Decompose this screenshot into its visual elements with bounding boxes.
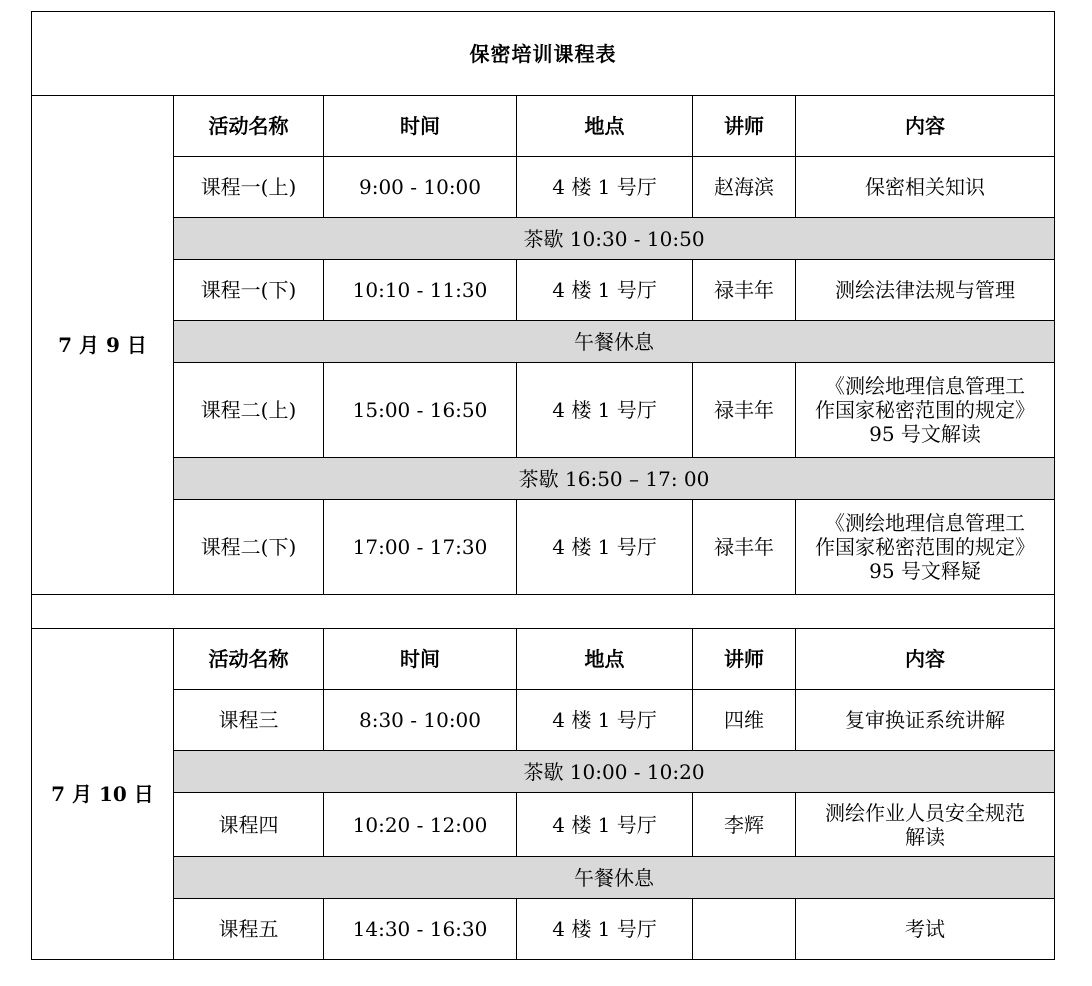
lecturer-cell: [693, 899, 796, 960]
header-activity: 活动名称: [174, 629, 324, 690]
activity-cell: 课程一(上): [174, 157, 324, 218]
spacer-cell: [32, 595, 1055, 629]
header-row: [32, 629, 1055, 690]
time-cell: 8:30 - 10:00: [324, 690, 517, 751]
header-content: 内容: [796, 96, 1055, 157]
table-row: [32, 260, 1055, 321]
activity-cell: 课程二(上): [174, 363, 324, 458]
location-cell: 4 楼 1 号厅: [517, 363, 693, 458]
break-row: [32, 458, 1055, 500]
break-row: [32, 218, 1055, 260]
lecturer-cell: 赵海滨: [693, 157, 796, 218]
header-location: 地点: [517, 629, 693, 690]
time-cell: 9:00 - 10:00: [324, 157, 517, 218]
header-time: 时间: [324, 629, 517, 690]
content-cell: 测绘法律法规与管理: [796, 260, 1055, 321]
break-cell: 茶歇 16:50 – 17: 00: [174, 458, 1055, 500]
content-cell: 考试: [796, 899, 1055, 960]
content-line: 作国家秘密范围的规定》: [815, 535, 1036, 559]
break-cell: 午餐休息: [174, 321, 1055, 363]
activity-cell: 课程二(下): [174, 500, 324, 595]
content-cell: [796, 500, 1055, 595]
lecturer-cell: 禄丰年: [693, 500, 796, 595]
table-row: [32, 690, 1055, 751]
break-row: [32, 857, 1055, 899]
table-row: [32, 899, 1055, 960]
location-cell: 4 楼 1 号厅: [517, 899, 693, 960]
break-cell: 茶歇 10:30 - 10:50: [174, 218, 1055, 260]
lecturer-cell: 禄丰年: [693, 260, 796, 321]
date-cell-day2: 7 月 10 日: [32, 629, 174, 960]
activity-cell: 课程五: [174, 899, 324, 960]
activity-cell: 课程三: [174, 690, 324, 751]
location-cell: 4 楼 1 号厅: [517, 793, 693, 857]
table-row: [32, 793, 1055, 857]
content-cell: [796, 363, 1055, 458]
location-cell: 4 楼 1 号厅: [517, 690, 693, 751]
header-row: [32, 96, 1055, 157]
time-cell: 17:00 - 17:30: [324, 500, 517, 595]
lecturer-cell: 禄丰年: [693, 363, 796, 458]
header-time: 时间: [324, 96, 517, 157]
table-row: [32, 363, 1055, 458]
date-cell-day1: 7 月 9 日: [32, 96, 174, 595]
page-title: 保密培训课程表: [32, 12, 1055, 96]
location-cell: 4 楼 1 号厅: [517, 260, 693, 321]
content-cell: 保密相关知识: [796, 157, 1055, 218]
content-line: 解读: [905, 824, 946, 849]
content-line: 95 号文解读: [869, 422, 981, 446]
content-cell: 复审换证系统讲解: [796, 690, 1055, 751]
break-row: [32, 321, 1055, 363]
table-row: [32, 500, 1055, 595]
time-cell: 10:10 - 11:30: [324, 260, 517, 321]
time-cell: 10:20 - 12:00: [324, 793, 517, 857]
lecturer-cell: 四维: [693, 690, 796, 751]
time-cell: 15:00 - 16:50: [324, 363, 517, 458]
table-row: [32, 157, 1055, 218]
header-content: 内容: [796, 629, 1055, 690]
content-line: 作国家秘密范围的规定》: [815, 398, 1036, 422]
content-line: 测绘作业人员安全规范: [825, 800, 1026, 825]
content-line: 《测绘地理信息管理工: [825, 374, 1026, 398]
spacer-row: [32, 595, 1055, 629]
location-cell: 4 楼 1 号厅: [517, 157, 693, 218]
activity-cell: 课程一(下): [174, 260, 324, 321]
lecturer-cell: 李辉: [693, 793, 796, 857]
header-lecturer: 讲师: [693, 96, 796, 157]
break-cell: 茶歇 10:00 - 10:20: [174, 751, 1055, 793]
schedule-table: [31, 11, 1055, 960]
time-cell: 14:30 - 16:30: [324, 899, 517, 960]
break-cell: 午餐休息: [174, 857, 1055, 899]
location-cell: 4 楼 1 号厅: [517, 500, 693, 595]
break-row: [32, 751, 1055, 793]
activity-cell: 课程四: [174, 793, 324, 857]
content-line: 95 号文释疑: [869, 559, 981, 583]
header-activity: 活动名称: [174, 96, 324, 157]
title-row: [32, 12, 1055, 96]
content-cell: [796, 793, 1055, 857]
header-location: 地点: [517, 96, 693, 157]
content-line: 《测绘地理信息管理工: [825, 511, 1026, 535]
header-lecturer: 讲师: [693, 629, 796, 690]
